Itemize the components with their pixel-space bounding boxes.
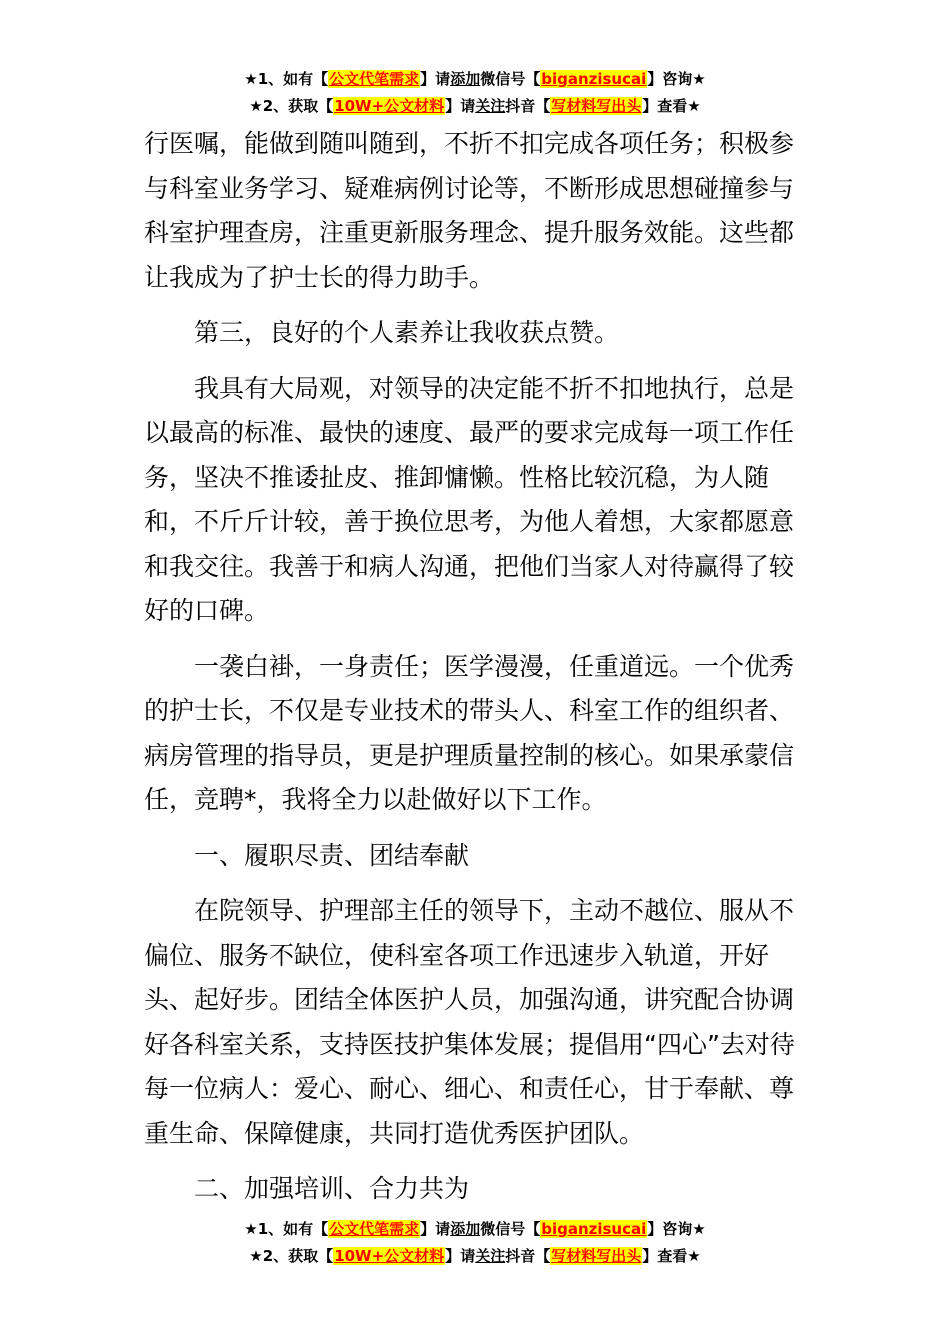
paragraph: 我具有大局观，对领导的决定能不折不扣地执行，总是以最高的标准、最快的速度、最严的要求完成每一项工作任务，坚决不推诿扯皮、推卸慵懒。性格比较沉稳，为人随和，不斤斤计较，善于换位思考，为他人着想，大家都愿意和我交往。我善于和病人沟通，把他们当家人对待赢得了较好的口碑。 [144,373,795,625]
banner-text: ★2、获取【 [249,1247,334,1265]
footer-banner [0,1216,950,1270]
section-heading: 一、履职尽责、团结奉献 [194,840,470,870]
banner-text: 】查看★ [642,97,701,115]
banner-text: ★2、获取【 [249,97,334,115]
banner-text: 】请 [420,1220,451,1238]
paragraph: 一袭白褂，一身责任；医学漫漫，任重道远。一个优秀的护士长，不仅是专业技术的带头人、科室工作的组织者、病房管理的指导员，更是护理质量控制的核心。如果承蒙信任，竞聘*，我将全力以赴做好以下工作。 [144,651,795,814]
banner-line-1 [0,66,950,93]
banner-line-2 [0,1243,950,1270]
banner-text: 】查看★ [642,1247,701,1265]
paragraph: 在院领导、护理部主任的领导下，主动不越位、服从不偏位、服务不缺位，使科室各项工作迅速步入轨道，开好头、起好步。团结全体医护人员，加强沟通，讲究配合协调好各科室关系，支持医技护集体发展；提倡用“四心”去对待每一位病人：爱心、耐心、细心、和责任心，甘于奉献、尊重生命、保障健康，共同打造优秀医护团队。 [144,896,795,1148]
banner-text: 】请 [420,70,451,88]
banner-text: ★1、如有【 [244,1220,329,1238]
banner-highlight: 10W+公文材料 [334,97,445,115]
banner-line-2 [0,93,950,120]
banner-highlight: 10W+公文材料 [334,1247,445,1265]
banner-line-1 [0,1216,950,1243]
banner-underlined: 添加 [450,70,481,88]
paragraph: 行医嘱，能做到随叫随到，不折不扣完成各项任务；积极参与科室业务学习、疑难病例讨论等，不断形成思想碰撞参与科室护理查房，注重更新服务理念、提升服务效能。这些都让我成为了护士长的得力助手。 [144,129,795,292]
document-body [144,122,810,1212]
banner-highlight: biganzisucai [541,1220,647,1238]
banner-highlight: 公文代笔需求 [329,70,420,88]
section-heading: 二、加强培训、合力共为 [194,1174,470,1203]
header-banner [0,66,950,120]
banner-text: 】咨询★ [647,70,706,88]
banner-highlight: biganzisucai [541,70,647,88]
banner-highlight: 写材料写出头 [551,1247,642,1265]
banner-underlined: 添加 [450,1220,481,1238]
banner-text: ★1、如有【 [244,70,329,88]
banner-underlined: 关注 [475,97,506,115]
banner-text: 微信号【 [480,1220,541,1238]
banner-text: 】咨询★ [647,1220,706,1238]
banner-text: 】请 [445,97,476,115]
banner-underlined: 关注 [475,1247,506,1265]
banner-highlight: 写材料写出头 [551,97,642,115]
banner-text: 微信号【 [480,70,541,88]
section-heading: 第三，良好的个人素养让我收获点赞。 [194,318,620,347]
banner-text: 抖音【 [505,97,551,115]
banner-highlight: 公文代笔需求 [329,1220,420,1238]
banner-text: 】请 [445,1247,476,1265]
banner-text: 抖音【 [505,1247,551,1265]
